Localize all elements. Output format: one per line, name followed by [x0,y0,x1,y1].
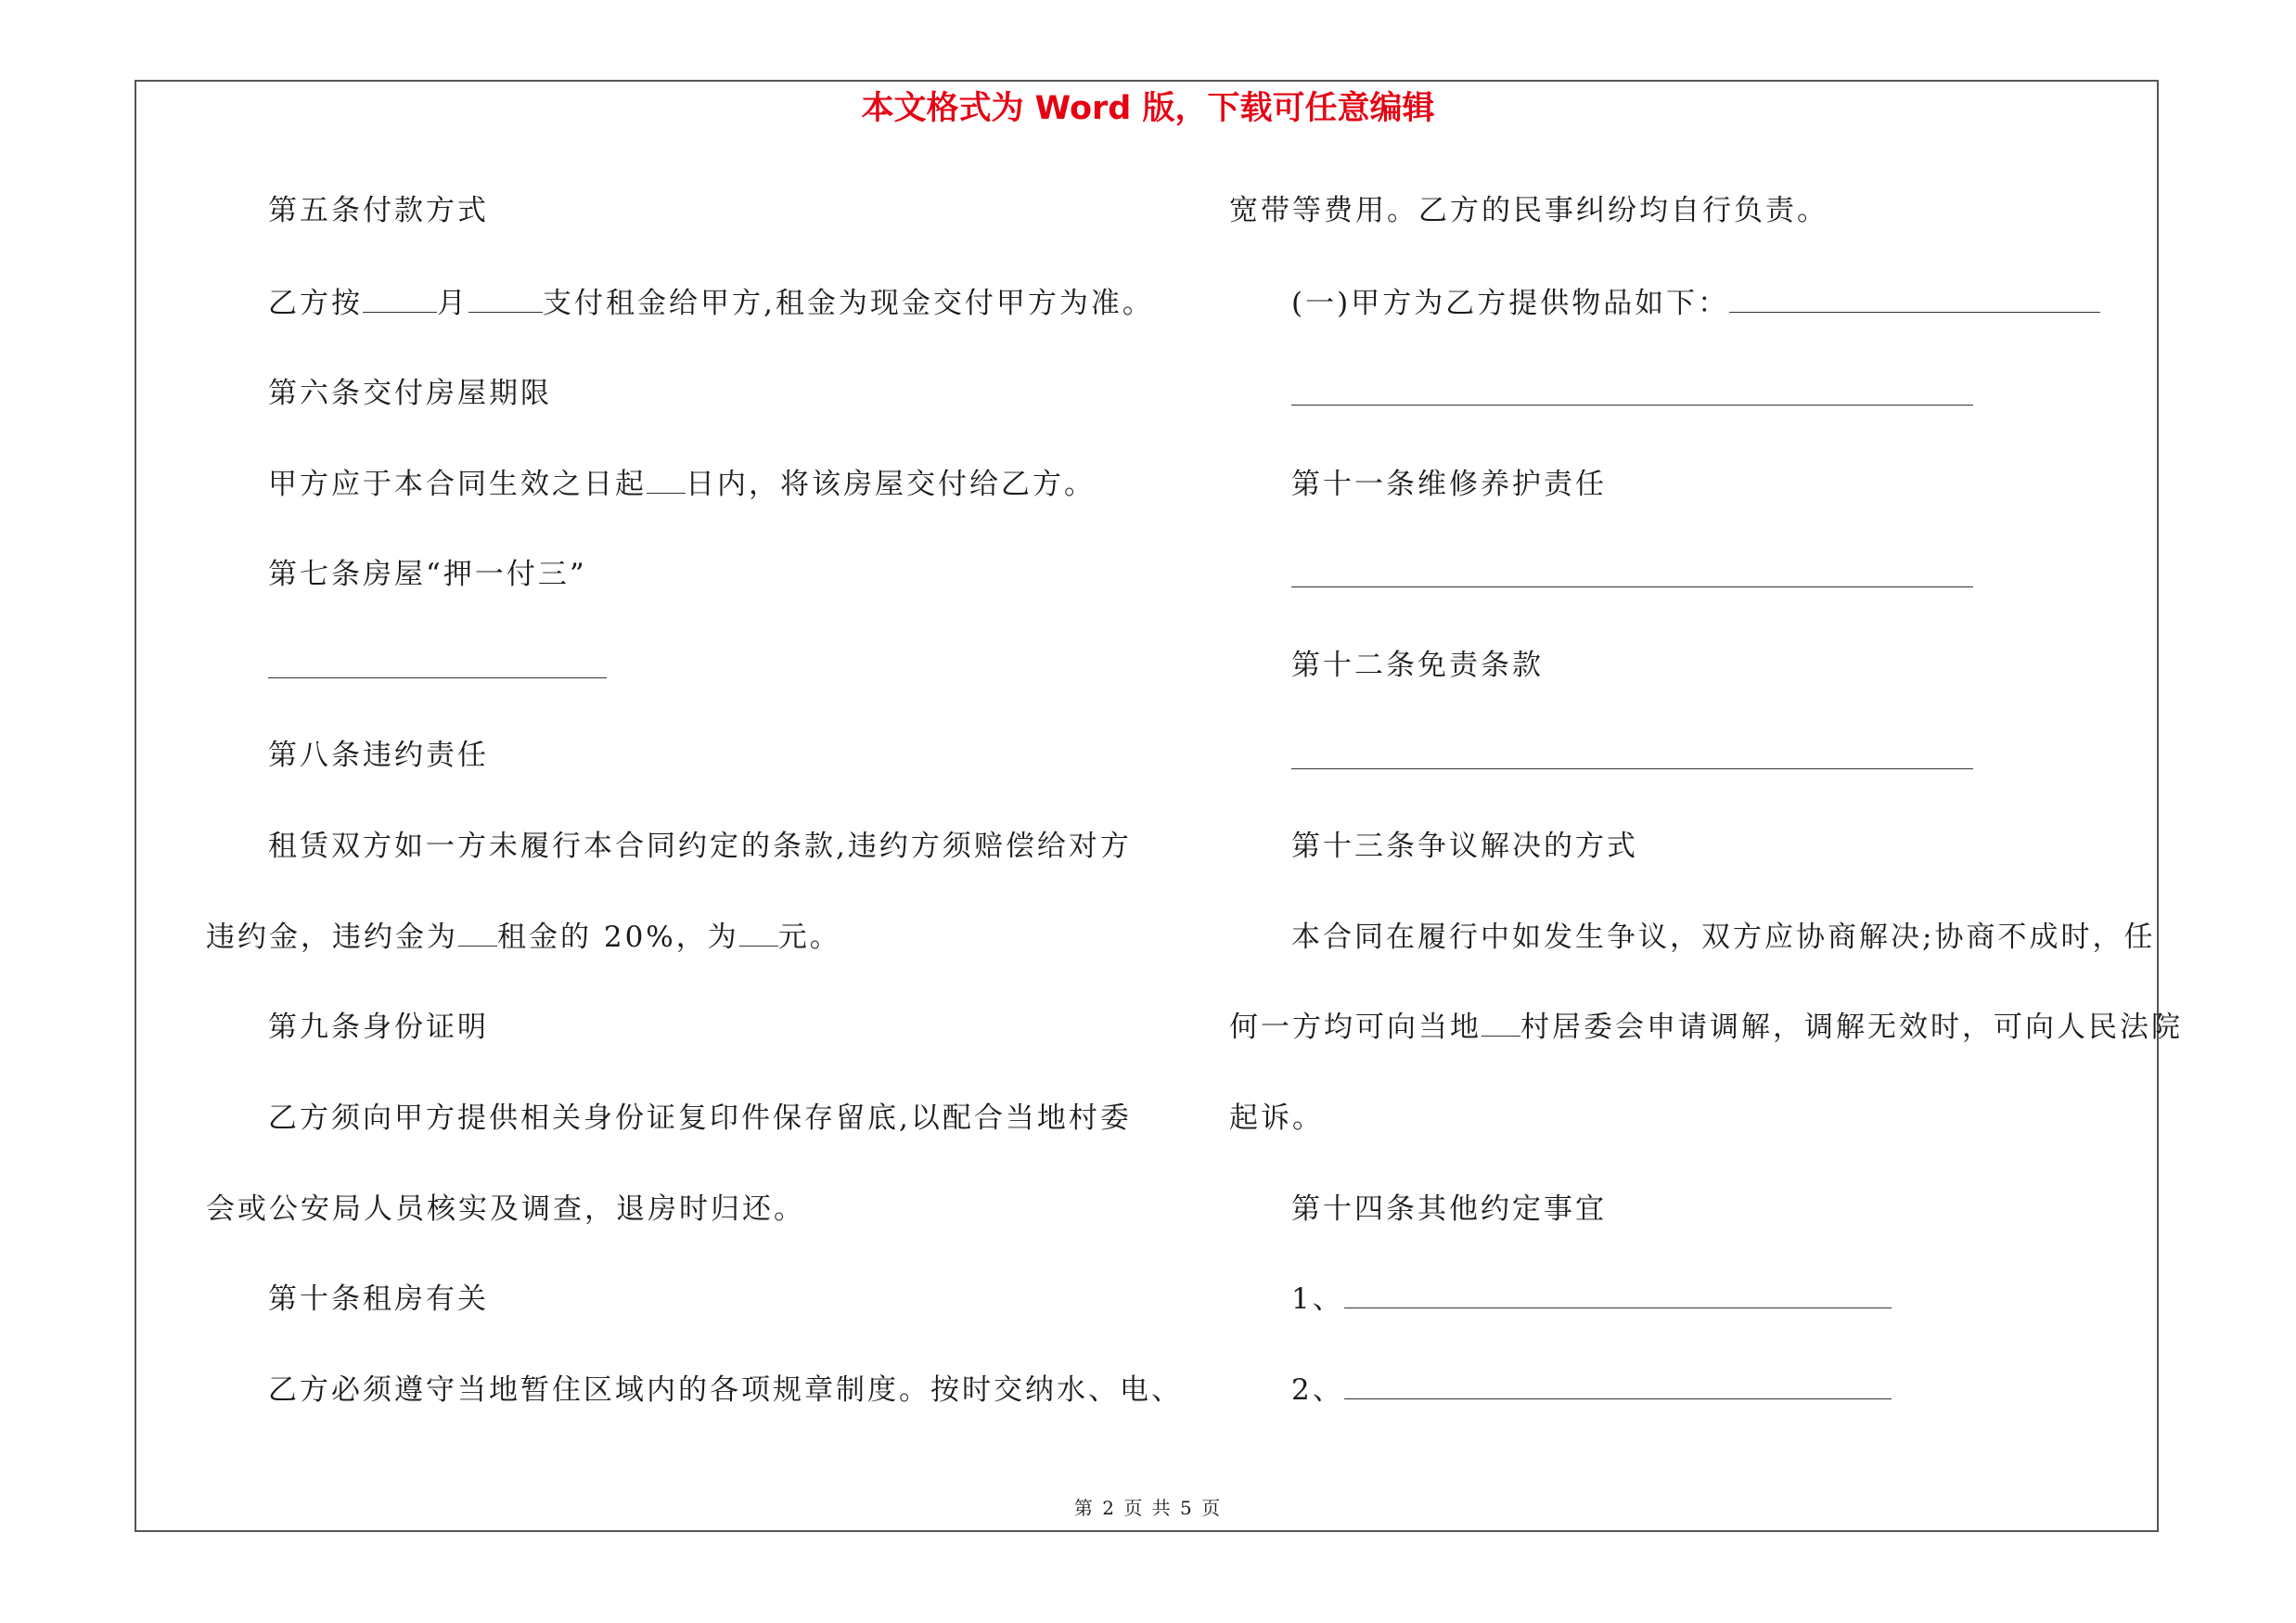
article-10-body-line-2: 宽带等费用。乙方的民事纠纷均自行负责。 [1229,194,1828,227]
period-blank [468,288,543,313]
article-6-body [268,464,1096,505]
article-13-title: 第十三条争议解决的方式 [1291,830,1638,863]
article-8-body-line-2 [206,917,841,958]
items-provided-blank [1729,288,2100,313]
article-11-fill-line [1291,586,1973,587]
item-1-blank [1344,1283,1892,1308]
article-5-text-a: 乙方按 [268,287,363,320]
article-9-body-line-2: 会或公安局人员核实及调查，退房时归还。 [206,1192,805,1226]
article-10-item-1 [1291,283,2100,324]
article-14-item-1-number: 1、 [1291,1282,1344,1316]
item-2-blank [1344,1374,1892,1399]
article-8-text-c: 元。 [777,921,841,954]
article-13-text-a: 何一方均可向当地 [1229,1011,1481,1044]
article-7-fill-line [268,677,607,678]
article-6-text-b: 日内，将该房屋交付给乙方。 [686,468,1096,501]
article-10-item-1-text: (一)甲方为乙方提供物品如下： [1291,287,1730,320]
penalty-rate-blank [458,921,497,947]
article-14-item-1 [1291,1279,1892,1320]
article-9-title: 第九条身份证明 [268,1011,489,1044]
article-14-item-2 [1291,1370,1892,1410]
article-14-title: 第十四条其他约定事宜 [1291,1192,1607,1226]
article-5-text-b: 月 [437,287,468,320]
article-13-text-b: 村居委会申请调解，调解无效时，可向人民法院 [1520,1011,2183,1044]
format-notice-banner: 本文格式为 Word 版，下载可任意编辑 [861,90,1435,127]
article-13-body-line-1: 本合同在履行中如发生争议，双方应协商解决;协商不成时，任 [1291,921,2156,954]
article-11-title: 第十一条维修养护责任 [1291,468,1607,501]
article-13-body-line-2 [1229,1007,2183,1048]
article-5-body [268,283,1154,324]
article-6-text-a: 甲方应于本合同生效之日起 [268,468,647,501]
article-9-body-line-1: 乙方须向甲方提供相关身份证复印件保存留底,以配合当地村委 [268,1101,1132,1135]
items-provided-fill-line [1291,405,1973,406]
article-8-text-b: 租金的 20%，为 [497,921,739,954]
article-6-title: 第六条交付房屋期限 [268,377,552,410]
months-blank [363,288,437,313]
article-8-body-line-1: 租赁双方如一方未履行本合同约定的条款,违约方须赔偿给对方 [268,830,1132,863]
article-8-title: 第八条违约责任 [268,739,489,772]
article-12-title: 第十二条免责条款 [1291,649,1544,682]
article-12-fill-line [1291,768,1973,769]
article-7-title: 第七条房屋“押一付三” [268,558,587,591]
page-number-footer: 第 2 页 共 5 页 [1073,1497,1223,1519]
article-13-body-line-3: 起诉。 [1229,1101,1324,1135]
article-8-text-a: 违约金，违约金为 [206,921,458,954]
article-5-text-c: 支付租金给甲方,租金为现金交付甲方为准。 [543,287,1154,320]
article-10-title: 第十条租房有关 [268,1282,489,1316]
article-10-body-line-1: 乙方必须遵守当地暂住区域内的各项规章制度。按时交纳水、电、 [268,1373,1183,1407]
village-blank [1481,1011,1520,1037]
days-blank [647,469,686,494]
penalty-amount-blank [739,921,778,947]
article-14-item-2-number: 2、 [1291,1373,1344,1407]
article-5-title: 第五条付款方式 [268,194,489,227]
